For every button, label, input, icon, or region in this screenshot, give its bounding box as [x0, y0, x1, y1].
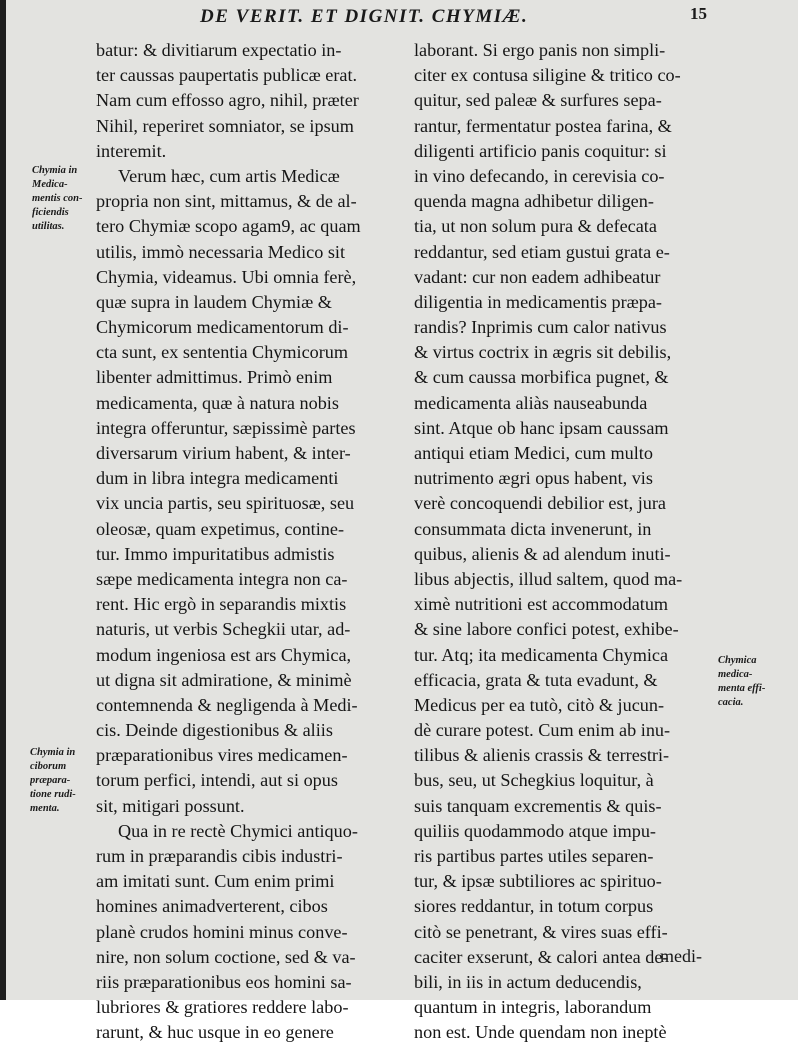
left-column-line: lubriores & gratiores reddere labo-	[96, 997, 349, 1018]
right-column-line: siores reddantur, in totum corpus	[414, 896, 654, 917]
margin-note-line: Chymia in	[30, 747, 76, 758]
right-column-line: tur. Atq; ita medicamenta Chymica	[414, 644, 669, 665]
left-column-line: Chymicorum medicamentorum di-	[96, 317, 349, 338]
margin-note-medicamentis	[32, 164, 104, 234]
margin-note-line: cacia.	[718, 697, 744, 708]
right-text-column	[414, 38, 714, 1046]
left-column-line: Qua in re rectè Chymici antiquo-	[118, 820, 358, 841]
left-column-line: rarunt, & huc usque in eo genere	[96, 1022, 334, 1043]
running-title: DE VERIT. ET DIGNIT. CHYMIÆ.	[200, 6, 529, 27]
right-column-line: & virtus coctrix in ægris sit debilis,	[414, 342, 672, 363]
right-column-line: ximè nutritioni est accommodatum	[414, 594, 669, 615]
left-column-line: præparationibus vires medicamen-	[96, 745, 348, 766]
right-column-line: diligentia in medicamentis præpa-	[414, 291, 662, 312]
right-column-line: & cum caussa morbifica pugnet, &	[414, 367, 669, 388]
left-column-line: Verum hæc, cum artis Medicæ	[118, 165, 340, 186]
left-column-line: modum ingeniosa est ars Chymica,	[96, 644, 352, 665]
margin-note-line: præpara-	[30, 775, 71, 786]
right-column-line: quitur, sed paleæ & surfures sepa-	[414, 90, 662, 111]
margin-note-line: Chymia in	[32, 165, 78, 176]
right-column-line: antiqui etiam Medici, cum multo	[414, 443, 653, 463]
left-column-line: ut digna sit admiratione, & minimè	[96, 669, 352, 690]
left-column-line: oleosæ, quam expetimus, contine-	[96, 518, 345, 539]
right-column-line: laborant. Si ergo panis non simpli-	[414, 40, 666, 60]
left-column-line: utilis, immò necessaria Medico sit	[96, 241, 346, 262]
right-column-line: suis tanquam excrementis & quis-	[414, 795, 662, 816]
right-column-line: tia, ut non solum pura & defecata	[414, 216, 657, 237]
right-column-line: rantur, fermentatur postea farina, &	[414, 115, 672, 136]
left-column-line: diversarum virium habent, & inter-	[96, 443, 351, 463]
left-column-line: tur. Immo impuritatibus admistis	[96, 543, 335, 564]
right-column-line: verè concoquendi debilior est, jura	[414, 493, 667, 514]
right-column-line: in vino defecando, in cerevisia co-	[414, 165, 665, 186]
left-column-line: medicamenta, quæ à natura nobis	[96, 392, 339, 413]
margin-note-line: menta effi-	[718, 683, 766, 694]
margin-note-line: mentis con-	[32, 193, 83, 204]
left-column-line: dum in libra integra medicamenti	[96, 468, 339, 489]
margin-note-line: ficiendis	[32, 207, 69, 218]
left-column-line: integra offeruntur, sæpissimè partes	[96, 417, 356, 438]
right-column-line: citò se penetrant, & vires suas effi-	[414, 921, 668, 942]
left-column-line: planè crudos homini minus conve-	[96, 921, 348, 942]
right-column-line: caciter exserunt, & calori antea de-	[414, 946, 669, 967]
margin-note-line: utilitas.	[32, 221, 65, 232]
right-column-line: Medicus per ea tutò, citò & jucun-	[414, 694, 665, 715]
left-column-line: libenter admittimus. Primò enim	[96, 367, 333, 388]
left-column-line: ter caussas paupertatis publicæ erat.	[96, 65, 358, 86]
margin-note-line: Medica-	[32, 179, 68, 190]
right-column-line: diligenti artificio panis coquitur: si	[414, 140, 667, 161]
left-column-line: cta sunt, ex sententia Chymicorum	[96, 342, 349, 363]
right-column-line: consummata dicta invenerunt, in	[414, 518, 652, 539]
left-column-line: homines animadverterent, cibos	[96, 896, 328, 917]
right-column-line: & sine labore confici potest, exhibe-	[414, 619, 679, 640]
right-column-line: nutrimento ægri opus habent, vis	[414, 468, 653, 489]
right-column-line: quibus, alienis & ad alendum inuti-	[414, 543, 671, 564]
left-column-line: batur: & divitiarum expectatio in-	[96, 40, 342, 60]
right-column-line: sint. Atque ob hanc ipsam caussam	[414, 417, 669, 438]
margin-note-line: menta.	[30, 803, 60, 814]
left-column-line: rent. Hic ergò in separandis mixtis	[96, 594, 347, 615]
left-column-line: Nam cum effosso agro, nihil, præter	[96, 90, 359, 111]
page-number: 15	[690, 4, 707, 23]
right-column-line: non est. Unde quendam non ineptè	[414, 1022, 667, 1043]
right-column-line: tur, & ipsæ subtiliores ac spirituo-	[414, 871, 662, 892]
catchword: medi-	[660, 946, 702, 966]
left-column-line: rum in præparandis cibis industri-	[96, 846, 343, 866]
right-column-line: efficacia, grata & tuta evadunt, &	[414, 669, 658, 690]
margin-note-line: Chymica	[718, 655, 757, 666]
left-column-line: sæpe medicamenta integra non ca-	[96, 568, 348, 589]
right-column-line: citer ex contusa siligine & tritico co-	[414, 65, 681, 86]
left-column-line: naturis, ut verbis Schegkii utar, ad-	[96, 619, 351, 640]
margin-note-ciborum	[30, 746, 100, 816]
right-column-line: libus abjectis, illud saltem, quod ma-	[414, 568, 683, 589]
left-column-line: interemit.	[96, 140, 167, 161]
left-column-line: quæ supra in laudem Chymiæ &	[96, 291, 332, 312]
margin-note-efficacia	[718, 654, 796, 710]
left-column-line: Nihil, reperiret somniator, se ipsum	[96, 115, 354, 136]
margin-note-line: medica-	[718, 669, 753, 680]
left-column-line: contemnenda & negligenda à Medi-	[96, 694, 358, 715]
right-column-line: quiliis quodammodo atque impu-	[414, 820, 656, 841]
left-column-line: tero Chymiæ scopo agam9, ac quam	[96, 216, 361, 237]
left-column-line: sit, mitigari possunt.	[96, 795, 245, 816]
margin-note-line: tione rudi-	[30, 789, 76, 800]
right-column-line: randis? Inprimis cum calor nativus	[414, 317, 667, 338]
left-column-line: propria non sint, mittamus, & de al-	[96, 191, 357, 212]
right-column-line: quantum in integris, laborandum	[414, 997, 652, 1018]
left-column-line: am imitati sunt. Cum enim primi	[96, 871, 335, 892]
right-column-line: medicamenta aliàs nauseabunda	[414, 392, 648, 413]
right-column-line: bus, seu, ut Schegkius loquitur, à	[414, 770, 654, 791]
right-column-line: dè curare potest. Cum enim ab inu-	[414, 720, 671, 741]
right-column-line: reddantur, sed etiam gustui grata e-	[414, 241, 670, 262]
margin-note-line: ciborum	[30, 761, 67, 772]
right-column-line: ris partibus partes utiles separen-	[414, 846, 654, 866]
right-column-line: tilibus & alienis crassis & terrestri-	[414, 745, 670, 766]
right-column-line: quenda magna adhibetur diligen-	[414, 191, 654, 212]
left-column-line: riis præparationibus eos homini sa-	[96, 971, 352, 992]
left-column-line: torum perfici, intendi, aut si opus	[96, 770, 338, 791]
right-column-line: bili, in iis in actum deducendis,	[414, 971, 642, 992]
left-text-column	[96, 38, 402, 1046]
left-column-line: nire, non solum coctione, sed & va-	[96, 946, 356, 967]
left-column-line: cis. Deinde digestionibus & aliis	[96, 720, 333, 741]
right-column-line: vadant: cur non eadem adhibeatur	[414, 266, 661, 287]
left-column-line: Chymia, videamus. Ubi omnia ferè,	[96, 266, 357, 287]
left-column-line: vix uncia partis, seu spirituosæ, seu	[96, 493, 355, 514]
